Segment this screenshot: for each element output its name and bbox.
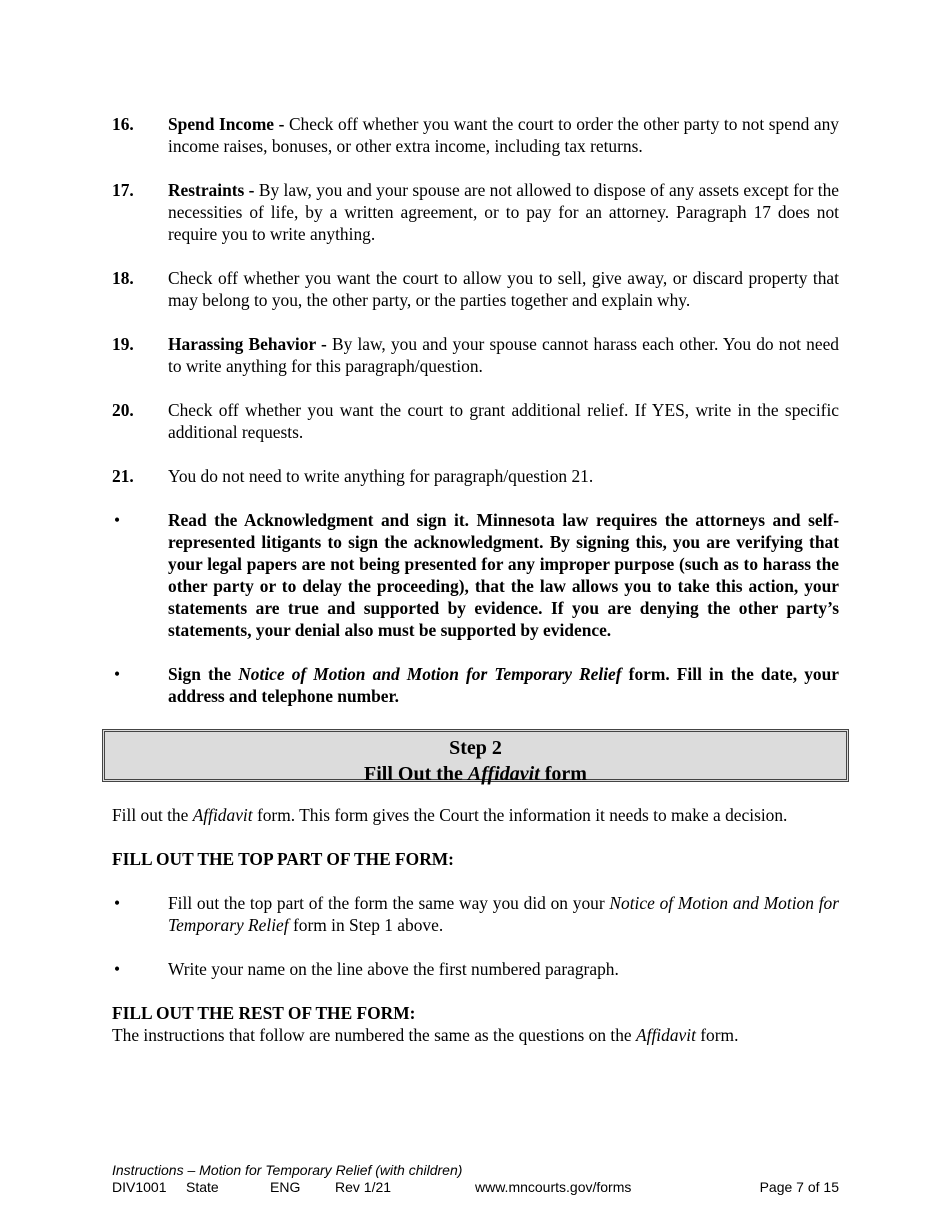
section-heading-top-part: FILL OUT THE TOP PART OF THE FORM: <box>112 849 454 869</box>
bullet-glyph: • <box>114 893 121 913</box>
item-number: 19. <box>112 334 134 354</box>
bullet-top-part: • Fill out the top part of the form the same way you did on your Notice of Motion and Motion for Temporary Relief form in Step 1 above. <box>114 893 839 935</box>
footer-page-number: Page 7 of 15 <box>759 1179 839 1195</box>
bullet-sign-notice: • Sign the Notice of Motion and Motion for Temporary Relief form. Fill in the date, your address and telephone number. <box>114 664 840 706</box>
item-lead: Restraints - <box>168 180 255 200</box>
item-text: You do not need to write anything for paragraph/question 21. <box>168 466 594 486</box>
item-text: Check off whether you want the court to grant additional relief. If YES, write in the specific additional requests. <box>168 400 839 442</box>
bullet-glyph: • <box>114 959 121 979</box>
footer-jurisdiction: State <box>186 1179 219 1195</box>
document-body <box>112 113 839 1046</box>
item-text: By law, you and your spouse are not allowed to dispose of any assets except for the necessities of life, by a written agreement, or to pay for an attorney. Paragraph 17 does not require you to write anything. <box>168 180 840 244</box>
page-footer <box>112 1162 839 1196</box>
bullet-glyph: • <box>114 664 121 684</box>
footer-language: ENG <box>270 1179 301 1195</box>
footer-url: www.mncourts.gov/forms <box>475 1179 632 1195</box>
item-19 <box>112 333 839 377</box>
item-text: Check off whether you want the court to order the other party to not spend any income raises, bonuses, or other extra income, including tax returns. <box>168 114 840 156</box>
footer-form-code: DIV1001 <box>112 1179 167 1195</box>
item-lead: Spend Income - <box>168 114 285 134</box>
item-text: Check off whether you want the court to allow you to sell, give away, or discard property that may belong to you, the other party, or the parties together and explain why. <box>168 268 839 310</box>
acknowledgment-text: Read the Acknowledgment and sign it. Minnesota law requires the attorneys and self-represented litigants to sign the acknowledgment. By signing this, you are verifying that your legal papers are not being presented for any improper purpose (such as to harass the other party or to delay the proceeding), that the law allows you to take this action, your statements are true and supported by evidence. If you are denying the other party’s statements, your denial also must be supported by evidence. <box>168 510 839 640</box>
item-number: 17. <box>112 180 134 200</box>
item-number: 21. <box>112 466 134 486</box>
item-20 <box>112 399 839 443</box>
item-17 <box>112 179 839 245</box>
step-2-banner <box>102 729 849 785</box>
item-number: 20. <box>112 400 134 420</box>
step-title: Fill Out the Affidavit form <box>364 763 587 785</box>
step-number: Step 2 <box>449 737 502 759</box>
bullet-acknowledgment <box>112 509 839 641</box>
section-heading-rest: FILL OUT THE REST OF THE FORM: <box>112 1003 416 1023</box>
item-18 <box>112 267 839 311</box>
bullet-glyph: • <box>114 510 121 530</box>
bullet-write-name: • Write your name on the line above the first numbered paragraph. <box>114 959 619 979</box>
item-21 <box>112 465 839 487</box>
rest-instructions: The instructions that follow are numbered the same as the questions on the Affidavit form. <box>112 1025 739 1045</box>
footer-revision: Rev 1/21 <box>335 1179 392 1195</box>
item-number: 18. <box>112 268 134 288</box>
footer-title: Instructions – Motion for Temporary Relief (with children) <box>112 1162 463 1178</box>
form-name: Notice of Motion and Motion for Temporary Relief <box>238 664 622 684</box>
item-16 <box>112 113 839 157</box>
item-text: By law, you and your spouse cannot harass each other. You do not need to write anything for this paragraph/question. <box>168 334 839 376</box>
item-number: 16. <box>112 114 134 134</box>
affidavit-intro: Fill out the Affidavit form. This form gives the Court the information it needs to make a decision. <box>112 805 788 825</box>
item-lead: Harassing Behavior - <box>168 334 327 354</box>
